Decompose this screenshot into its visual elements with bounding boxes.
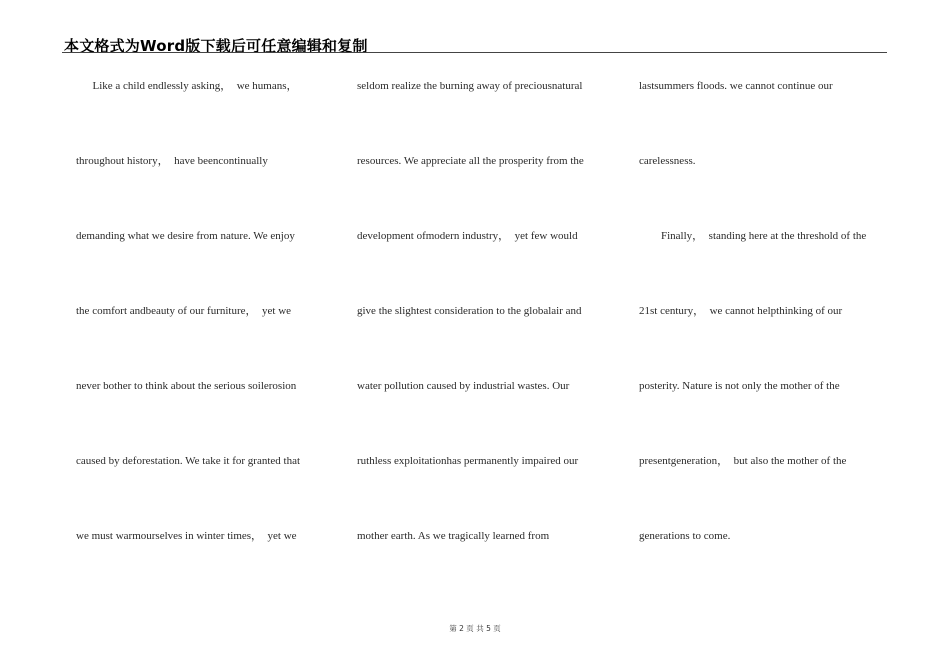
text-line: generations to come. (639, 530, 731, 542)
text-line: Finally， standing here at the threshold of the (639, 230, 867, 242)
text-line: throughout history， have beencontinually (76, 155, 268, 167)
text-line: demanding what we desire from nature. We enjoy (76, 230, 295, 242)
text-line: caused by deforestation. We take it for granted that (76, 455, 301, 467)
header-divider (62, 52, 887, 53)
text-line: seldom realize the burning away of preciousnatural (357, 80, 583, 92)
page-number-footer: 第 2 页 共 5 页 (449, 624, 501, 633)
text-line: posterity. Nature is not only the mother of the (639, 380, 840, 392)
text-line: give the slightest consideration to the globalair and (357, 305, 582, 317)
text-line: the comfort andbeauty of our furniture， yet we (76, 305, 292, 317)
text-line: development ofmodern industry， yet few would (357, 230, 578, 242)
text-line: presentgeneration， but also the mother of the (639, 455, 847, 467)
text-line: lastsummers floods. we cannot continue our (639, 80, 833, 92)
text-line: ruthless exploitationhas permanently impaired our (357, 455, 579, 467)
text-line: never bother to think about the serious soilerosion (76, 380, 297, 392)
text-line: resources. We appreciate all the prosperity from the (357, 155, 584, 167)
text-line: we must warmourselves in winter times， yet we (76, 530, 297, 542)
text-line: Like a child endlessly asking， we humans， (76, 80, 298, 92)
text-line: mother earth. As we tragically learned from (357, 530, 550, 542)
text-line: water pollution caused by industrial wastes. Our (357, 380, 570, 392)
text-line: 21st century， we cannot helpthinking of our (639, 305, 843, 317)
page-header-title: 本文格式为Word版下载后可任意编辑和复制 (64, 37, 368, 55)
text-line: carelessness. (639, 155, 696, 167)
